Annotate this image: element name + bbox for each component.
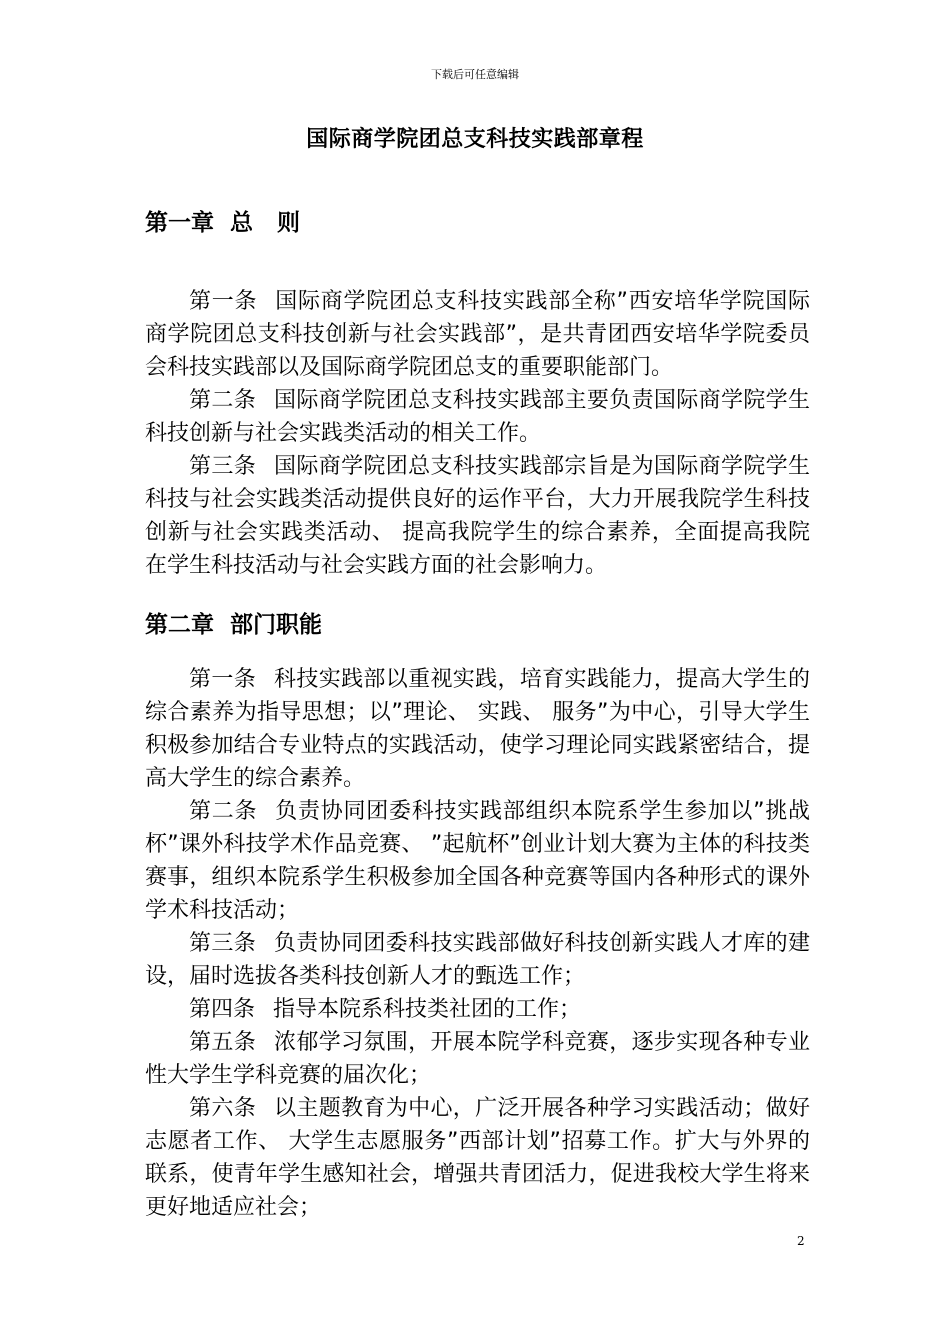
article-number: 第五条 xyxy=(189,1030,257,1055)
article-text: 以主题教育为中心，广泛开展各种学习实践活动；做好志愿者工作、 大学生志愿服务”西部计划”招募工作。扩大与外界的联系，使青年学生感知社会，增强共青团活力，促进我校大学生将来更好地适应社会； xyxy=(145,1096,810,1220)
chapter-2-article-3 xyxy=(145,927,810,993)
chapter-2-article-5 xyxy=(145,1026,810,1092)
article-number: 第六条 xyxy=(189,1096,257,1121)
chapter-1-article-2 xyxy=(145,384,810,450)
article-number: 第一条 xyxy=(189,667,257,692)
page-header-note: 下载后可任意编辑 xyxy=(431,68,519,81)
chapter-2-article-6 xyxy=(145,1092,810,1224)
article-text: 负责协同团委科技实践部做好科技创新实践人才库的建设，届时选拔各类科技创新人才的甄选工作； xyxy=(145,931,810,989)
article-number: 第一条 xyxy=(189,289,258,314)
article-number: 第二条 xyxy=(189,799,258,824)
chapter-1-article-3 xyxy=(145,450,810,582)
article-number: 第二条 xyxy=(189,388,257,413)
article-text: 负责协同团委科技实践部组织本院系学生参加以”挑战杯”课外科技学术作品竞赛、 ”起航杯”创业计划大赛为主体的科技类赛事，组织本院系学生积极参加全国各种竞赛等国内各种形式的课外学术科技活动； xyxy=(145,799,810,923)
article-number: 第三条 xyxy=(189,931,257,956)
chapter-2-article-4 xyxy=(145,993,810,1026)
chapter-2-heading: 第二章 部门职能 xyxy=(145,612,323,638)
page-number: 2 xyxy=(797,1234,805,1248)
article-text: 指导本院系科技类社团的工作； xyxy=(273,997,582,1022)
article-text: 浓郁学习氛围，开展本院学科竞赛，逐步实现各种专业性大学生学科竞赛的届次化； xyxy=(145,1030,810,1088)
chapter-1-heading: 第一章 总 则 xyxy=(145,210,301,236)
chapter-1-article-1 xyxy=(145,285,810,384)
article-text: 国际商学院团总支科技实践部宗旨是为国际商学院学生科技与社会实践类活动提供良好的运作平台，大力开展我院学生科技创新与社会实践类活动、 提高我院学生的综合素养，全面提高我院在学生科技活动与社会实践方面的社会影响力。 xyxy=(145,454,810,578)
article-text: 国际商学院团总支科技实践部全称”西安培华学院国际商学院团总支科技创新与社会实践部”，是共青团西安培华学院委员会科技实践部以及国际商学院团总支的重要职能部门。 xyxy=(145,289,810,380)
chapter-2-article-2 xyxy=(145,795,810,927)
article-text: 国际商学院团总支科技实践部主要负责国际商学院学生科技创新与社会实践类活动的相关工作。 xyxy=(145,388,810,446)
article-number: 第三条 xyxy=(189,454,257,479)
article-number: 第四条 xyxy=(189,997,256,1022)
chapter-2-article-1 xyxy=(145,663,810,795)
document-title: 国际商学院团总支科技实践部章程 xyxy=(306,127,644,152)
article-text: 科技实践部以重视实践，培育实践能力，提高大学生的综合素养为指导思想；以”理论、 实践、 服务”为中心，引导大学生积极参加结合专业特点的实践活动，使学习理论同实践紧密结合，提高大学生的综合素养。 xyxy=(145,667,810,791)
